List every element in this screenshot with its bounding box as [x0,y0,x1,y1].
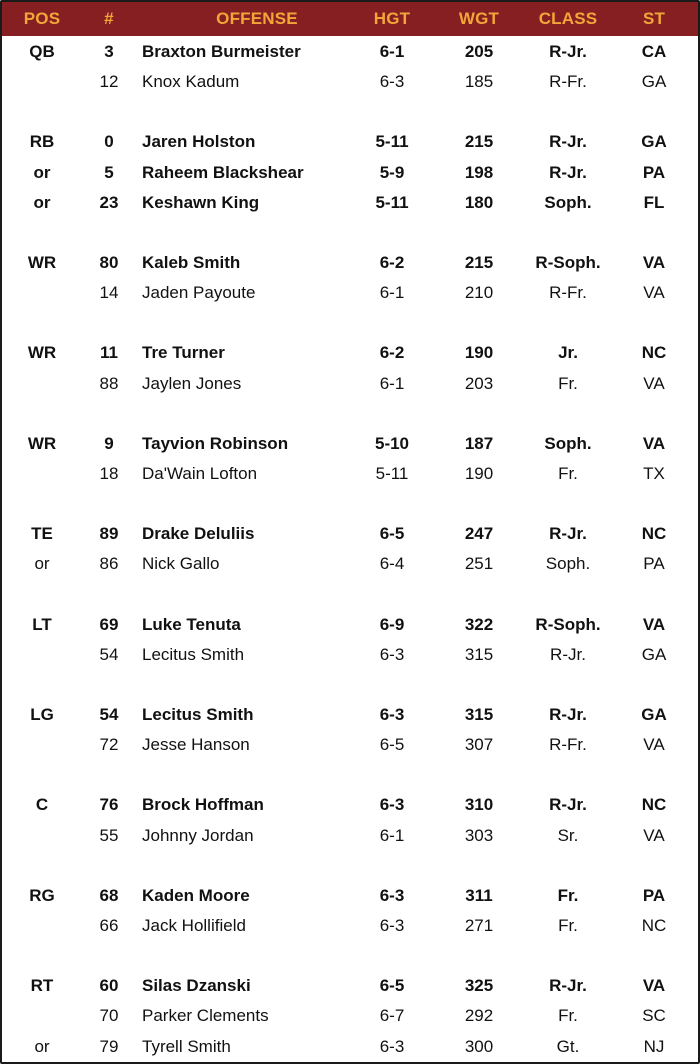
row-weight: 311 [465,885,493,905]
row-height: 6-3 [379,885,405,905]
row-player-name: Lecitus Smith [142,705,254,724]
row-number: 86 [99,554,119,574]
row-class: Fr. [557,885,579,905]
row-class: R-Fr. [549,72,587,92]
row-weight: 292 [464,1006,494,1026]
row-class: Jr. [558,343,578,363]
row-class: R-Jr. [549,132,587,152]
row-weight: 325 [464,976,494,996]
table-row [2,549,698,579]
row-number: 79 [99,1036,119,1056]
row-weight: 215 [464,132,494,152]
table-row [2,911,698,941]
row-weight: 315 [464,644,494,664]
row-player-name: Parker Clements [142,1006,269,1026]
row-height: 6-4 [379,554,405,574]
row-weight: 190 [464,464,494,483]
row-number: 72 [99,735,119,755]
row-class: Fr. [558,373,578,393]
row-weight: 322 [464,614,494,634]
table-row [2,37,698,67]
row-number: 9 [104,433,114,453]
table-row [2,188,698,218]
row-player-name: Da'Wain Lofton [142,464,258,483]
row-class: R-Jr. [549,705,587,724]
row-number: 76 [99,795,119,815]
row-pos: QB [29,42,55,61]
row-state: NC [641,343,667,363]
row-number: 55 [99,825,119,845]
row-height: 6-5 [379,976,405,996]
row-pos: RB [29,132,55,152]
row-pos: or [34,554,50,574]
row-state: NC [641,916,667,935]
header-pos: POS [23,9,61,28]
row-state: NJ [643,1036,665,1056]
row-class: Fr. [558,916,578,935]
row-state: VA [643,373,665,393]
row-player-name: Nick Gallo [142,554,220,574]
table-row [2,429,698,459]
row-weight: 185 [464,72,494,92]
row-number: 18 [99,464,119,483]
table-row [2,640,698,670]
table-row [2,369,698,399]
row-weight: 210 [464,283,494,303]
row-weight: 187 [464,433,494,453]
row-height: 6-3 [379,916,405,935]
row-height: 5-10 [374,433,410,453]
row-height: 6-3 [379,1036,405,1056]
table-row [2,338,698,368]
row-height: 6-7 [379,1006,405,1026]
row-player-name: Jesse Hanson [142,735,250,755]
table-row [2,248,698,278]
table-row [2,971,698,1001]
row-class: Sr. [557,825,579,845]
row-state: VA [642,253,666,272]
row-weight: 271 [464,916,494,935]
row-state: VA [643,825,665,845]
row-weight: 247 [464,524,494,544]
row-pos: WR [27,343,57,363]
row-height: 5-11 [375,132,409,152]
row-height: 6-1 [379,283,405,303]
row-class: Gt. [556,1036,580,1056]
row-state: CA [641,42,667,61]
row-height: 6-5 [379,524,405,544]
row-weight: 180 [464,192,494,212]
row-number: 54 [99,705,119,724]
row-height: 6-1 [379,42,405,61]
header-class: CLASS [538,9,598,28]
row-player-name: Kaden Moore [142,885,250,905]
row-number: 11 [100,343,118,363]
row-state: GA [641,132,667,152]
row-player-name: Jack Hollifield [142,916,246,935]
row-state: FL [643,192,665,212]
table-row [2,610,698,640]
row-player-name: Tyrell Smith [142,1036,231,1056]
row-height: 6-2 [379,343,405,363]
row-class: Soph. [544,192,592,212]
table-row [2,730,698,760]
row-state: GA [641,644,667,664]
row-height: 6-5 [379,735,405,755]
header-offense: OFFENSE [216,9,298,28]
row-state: NC [641,524,667,544]
table-row [2,158,698,188]
header-height: HGT [373,9,411,28]
row-state: NC [641,795,667,815]
row-player-name: Keshawn King [142,192,260,212]
row-number: 66 [99,916,119,935]
row-state: PA [643,554,665,574]
row-number: 69 [99,614,119,634]
row-height: 5-9 [379,162,405,182]
row-height: 6-3 [379,705,405,724]
row-player-name: Brock Hoffman [142,795,264,815]
header-number: # [104,9,114,28]
row-weight: 300 [464,1036,494,1056]
row-weight: 315 [464,705,494,724]
table-header [2,2,698,36]
row-height: 6-3 [379,795,405,815]
header-weight: WGT [458,9,500,28]
row-player-name: Jaren Holston [142,132,256,152]
row-height: 5-11 [375,192,409,212]
row-player-name: Lecitus Smith [142,644,245,664]
row-class: R-Soph. [535,253,601,272]
row-number: 54 [99,644,119,664]
row-number: 68 [99,885,119,905]
row-number: 5 [104,162,114,182]
row-state: VA [642,433,666,453]
header-state: ST [642,9,666,28]
row-class: Fr. [558,1006,578,1026]
row-weight: 205 [464,42,494,61]
table-row [2,790,698,820]
row-weight: 203 [464,373,494,393]
row-class: R-Soph. [535,614,601,634]
row-class: R-Jr. [550,644,586,664]
row-pos: or [33,162,51,182]
row-player-name: Luke Tenuta [142,614,241,634]
row-pos: or [34,1036,50,1056]
row-player-name: Silas Dzanski [142,976,251,996]
row-class: Soph. [545,554,591,574]
row-player-name: Jaylen Jones [142,373,242,393]
row-class: Fr. [558,464,578,483]
row-number: 70 [99,1006,119,1026]
row-pos: LG [30,705,54,724]
row-height: 6-3 [379,644,405,664]
table-row [2,700,698,730]
row-pos: C [35,795,49,815]
row-number: 89 [99,524,119,544]
row-number: 88 [99,373,119,393]
row-weight: 215 [464,253,494,272]
row-state: VA [642,614,666,634]
row-height: 6-3 [379,72,405,92]
row-pos: RG [29,885,55,905]
row-state: GA [641,72,667,92]
row-class: R-Jr. [549,162,587,182]
table-row [2,1001,698,1031]
table-row [2,881,698,911]
row-state: VA [642,976,666,996]
row-number: 23 [99,192,119,212]
row-class: R-Fr. [549,735,587,755]
row-number: 0 [104,132,114,152]
row-pos: LT [32,614,52,634]
row-player-name: Braxton Burmeister [142,42,301,61]
row-player-name: Drake Deluliis [142,524,255,544]
row-state: SC [642,1006,666,1026]
row-height: 5-11 [375,464,409,483]
row-class: R-Jr. [549,42,587,61]
row-player-name: Knox Kadum [142,72,240,92]
table-row [2,278,698,308]
row-number: 14 [99,283,119,303]
row-pos: RT [30,976,54,996]
row-weight: 310 [464,795,494,815]
table-row [2,459,698,489]
row-player-name: Tayvion Robinson [142,433,289,453]
row-pos: WR [27,433,57,453]
table-row [2,127,698,157]
row-weight: 251 [464,554,494,574]
row-weight: 190 [464,343,494,363]
row-number: 60 [99,976,119,996]
row-state: PA [642,885,666,905]
row-pos: TE [31,524,53,544]
row-number: 12 [99,72,119,92]
row-class: R-Jr. [549,976,587,996]
row-state: PA [642,162,666,182]
row-height: 6-1 [379,825,405,845]
row-number: 80 [99,253,119,272]
row-player-name: Tre Turner [142,343,225,363]
row-player-name: Kaleb Smith [142,253,241,272]
row-state: VA [643,283,665,303]
row-player-name: Jaden Payoute [142,283,256,303]
row-height: 6-1 [379,373,405,393]
row-pos: or [33,192,51,212]
row-class: R-Jr. [549,524,587,544]
table-row [2,67,698,97]
row-number: 3 [104,42,114,61]
row-player-name: Raheem Blackshear [142,162,304,182]
row-height: 6-2 [379,253,405,272]
table-row [2,1032,698,1062]
row-pos: WR [27,253,57,272]
row-class: R-Fr. [549,283,587,303]
row-state: VA [643,735,665,755]
row-weight: 303 [464,825,494,845]
row-state: GA [641,705,667,724]
table-row [2,519,698,549]
row-weight: 198 [464,162,494,182]
row-state: TX [643,464,665,483]
row-class: R-Jr. [549,795,587,815]
row-player-name: Johnny Jordan [142,825,254,845]
table-row [2,821,698,851]
row-class: Soph. [544,433,592,453]
row-weight: 307 [464,735,494,755]
row-height: 6-9 [379,614,405,634]
